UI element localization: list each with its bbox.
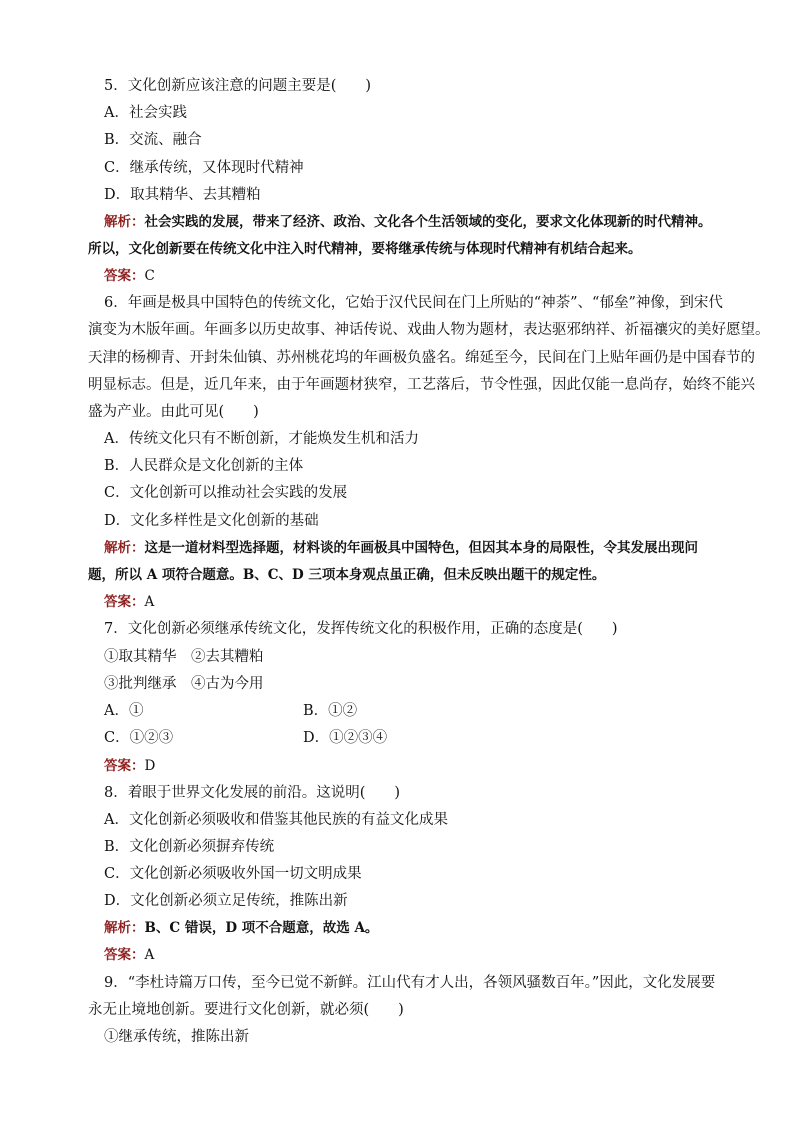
question-6-stem-line-4: 明显标志。但是，近几年来，由于年画题材狭窄，工艺落后，节令性强，因此仅能一息尚存，始终不能兴 <box>88 377 755 393</box>
question-5-option-d: D．取其精华、去其糟粕 <box>104 187 261 203</box>
answer-value: A <box>144 947 155 963</box>
question-9-stem: 9．“李杜诗篇万口传，至今已觉不新鲜。江山代有才人出，各领风骚数百年。”因此，文化发展要 <box>104 975 716 991</box>
question-5-option-a: A．社会实践 <box>104 105 187 121</box>
question-5-analysis-cont: 所以，文化创新要在传统文化中注入时代精神，要将继承传统与体现时代精神有机结合起来。 <box>88 241 642 257</box>
question-6-answer <box>104 592 154 612</box>
question-7-option-b: B．①② <box>303 703 358 719</box>
question-7-stem: 7．文化创新必须继承传统文化，发挥传统文化的积极作用，正确的态度是( ) <box>104 621 618 637</box>
question-6-analysis-cont: 题，所以 A 项符合题意。B、C、D 三项本身观点虽正确，但未反映出题干的规定性。 <box>88 567 606 583</box>
question-7-answer <box>104 756 155 776</box>
analysis-label: 解析： <box>104 920 145 936</box>
question-9-stem-line-2: 永无止境地创新。要进行文化创新，就必须( ) <box>88 1002 404 1018</box>
question-5-option-c: C．继承传统，又体现时代精神 <box>104 160 304 176</box>
question-6-option-b: B．人民群众是文化创新的主体 <box>104 458 304 474</box>
analysis-text: B、C 错误，D 项不合题意，故选 A。 <box>144 920 379 936</box>
question-5-analysis <box>104 212 712 232</box>
question-6-stem-line-5: 盛为产业。由此可见( ) <box>88 404 259 420</box>
question-8-analysis <box>104 918 378 938</box>
answer-value: A <box>144 594 155 610</box>
question-6-stem-line-3: 天津的杨柳青、开封朱仙镇、苏州桃花坞的年画极负盛名。绵延至今，民间在门上贴年画仍是中国春节的 <box>88 350 755 366</box>
question-7-items-1: ①取其精华 ②去其糟粕 <box>104 649 264 665</box>
analysis-label: 解析： <box>104 540 145 556</box>
question-7-option-d: D．①②③④ <box>303 730 388 746</box>
answer-value: C <box>144 268 155 284</box>
question-8-stem: 8．着眼于世界文化发展的前沿。这说明( ) <box>104 785 401 801</box>
question-8-option-a: A．文化创新必须吸收和借鉴其他民族的有益文化成果 <box>104 812 448 828</box>
answer-label: 答案： <box>104 268 145 284</box>
answer-label: 答案： <box>104 594 145 610</box>
analysis-label: 解析： <box>104 214 145 230</box>
question-6-stem: 6．年画是极具中国特色的传统文化，它始于汉代民间在门上所贴的“神荼”、“郁垒”神像，到宋代 <box>104 295 723 311</box>
question-8-option-d: D．文化创新必须立足传统，推陈出新 <box>104 893 348 909</box>
question-8-option-b: B．文化创新必须摒弃传统 <box>104 839 275 855</box>
analysis-text: 社会实践的发展，带来了经济、政治、文化各个生活领域的变化，要求文化体现新的时代精神。 <box>144 214 712 230</box>
question-5-option-b: B．交流、融合 <box>104 132 202 148</box>
answer-value: D <box>144 758 156 774</box>
question-6-stem-line-2: 演变为木版年画。年画多以历史故事、神话传说、戏曲人物为题材，表达驱邪纳祥、祈福禳灾的美好愿望。 <box>88 322 770 338</box>
question-6-option-c: C．文化创新可以推动社会实践的发展 <box>104 485 348 501</box>
question-8-answer <box>104 945 154 965</box>
question-5-stem: 5．文化创新应该注意的问题主要是( ) <box>104 78 372 94</box>
question-6-option-a: A．传统文化只有不断创新，才能焕发生机和活力 <box>104 431 419 447</box>
question-6-analysis <box>104 538 698 558</box>
question-9-item-1: ①继承传统，推陈出新 <box>104 1029 249 1045</box>
question-7-items-2: ③批判继承 ④古为今用 <box>104 676 264 692</box>
analysis-text: 这是一道材料型选择题，材料谈的年画极具中国特色，但因其本身的局限性，令其发展出现问 <box>144 540 698 556</box>
question-6-option-d: D．文化多样性是文化创新的基础 <box>104 513 319 529</box>
answer-label: 答案： <box>104 758 145 774</box>
question-7-option-c: C．①②③ <box>104 730 174 746</box>
question-5-answer <box>104 266 155 286</box>
answer-label: 答案： <box>104 947 145 963</box>
question-8-option-c: C．文化创新必须吸收外国一切文明成果 <box>104 866 362 882</box>
question-7-option-a: A．① <box>104 703 144 719</box>
